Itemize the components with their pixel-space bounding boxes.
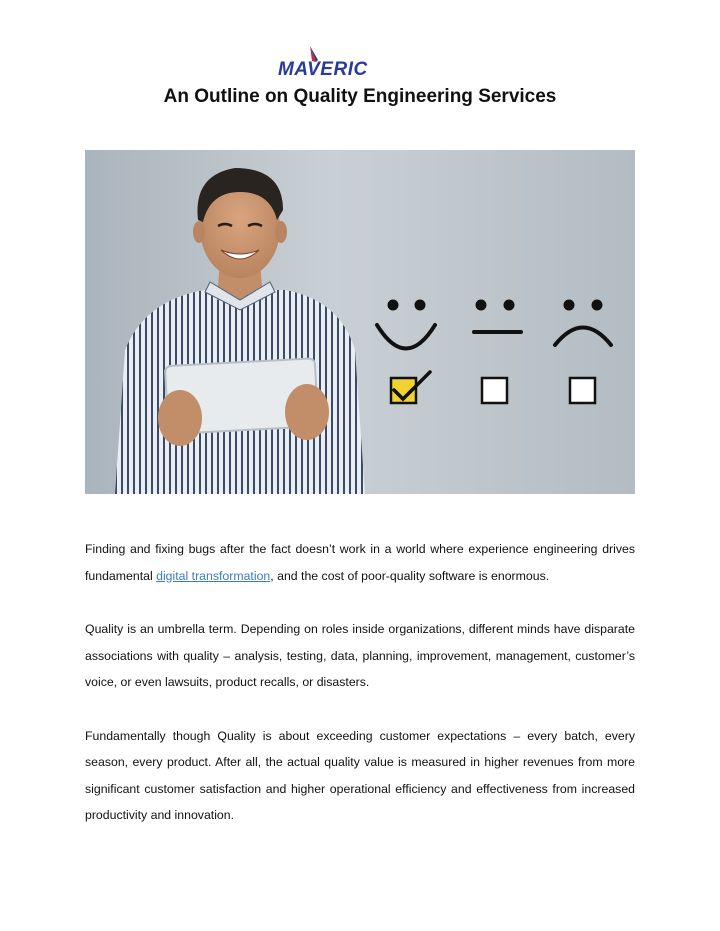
checkbox-empty-icon [570,378,595,403]
maveric-logo [276,44,386,80]
article-body [85,536,635,856]
page-title: An Outline on Quality Engineering Services [163,86,557,107]
digital-transformation-link[interactable]: digital transformation [156,568,271,583]
hero-image [85,150,635,494]
paragraph: Quality is an umbrella term. Depending on roles inside organizations, different minds have disparate associations with quality – analysis, testing, data, planning, improvement, management, customer’s voice, or even lawsuits, product recalls, or disasters. [85,622,635,689]
paragraph: Fundamentally though Quality is about exceeding customer expectations – every batch, every season, every product. After all, the actual quality value is measured in higher revenues from more significant customer satisfaction and higher operational efficiency and effectiveness from increased productivity and innovation. [85,728,635,822]
checkbox-empty-icon [482,378,507,403]
logo-text: MAVERIC [278,59,368,80]
paragraph: Finding and fixing bugs after the fact doesn’t work in a world where experience engineering drives fundamental digital transformation, and the cost of poor-quality software is enormous. [85,542,635,583]
